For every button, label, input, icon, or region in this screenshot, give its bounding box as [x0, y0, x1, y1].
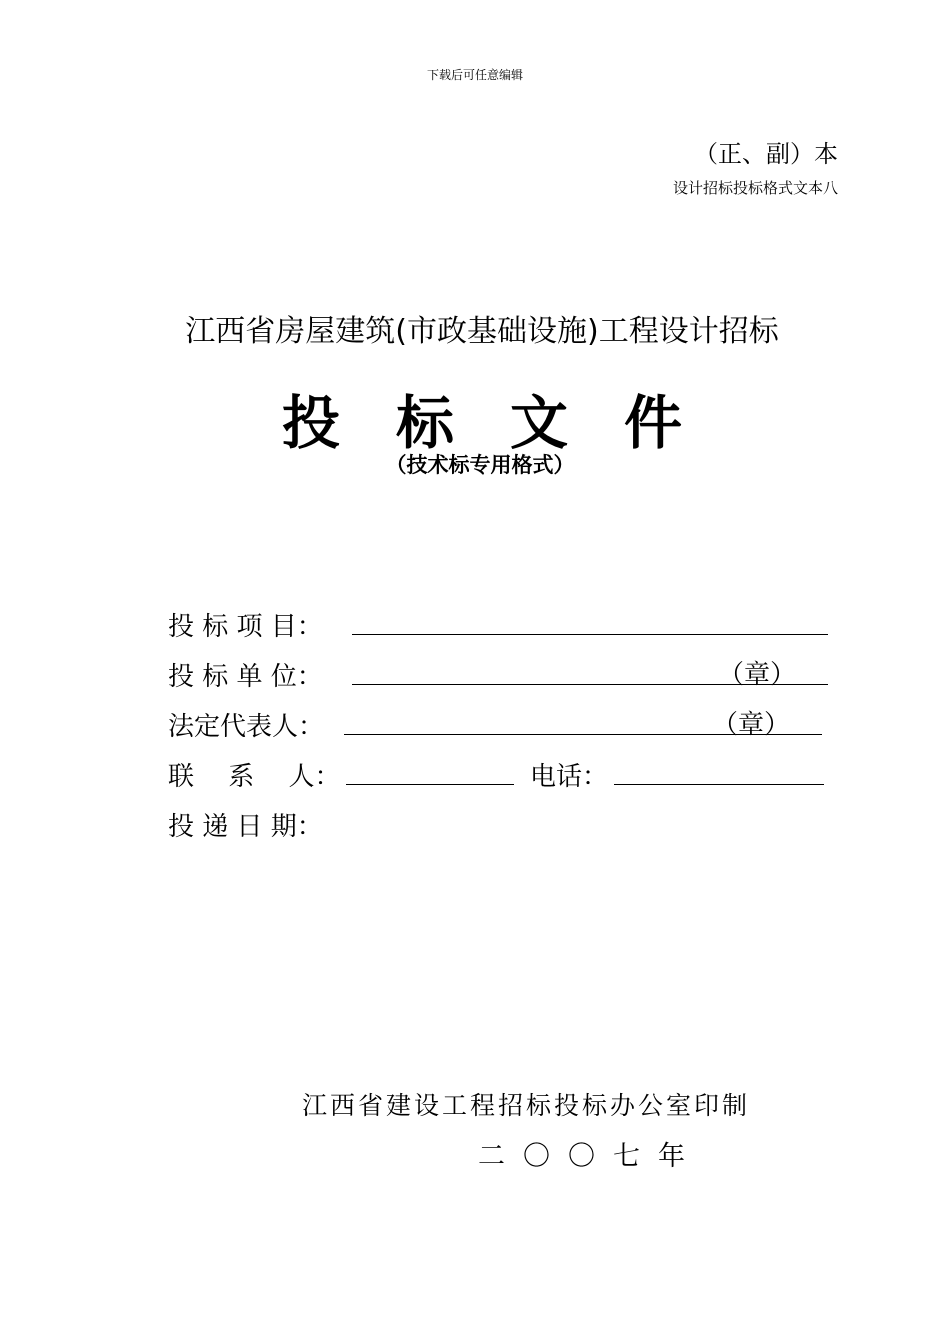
document-title: 投标文件	[282, 389, 739, 457]
format-code-label: 设计招标投标格式文本八	[672, 179, 838, 197]
legal-rep-label: 法定代表人：	[168, 712, 325, 742]
unit-label: 投 标 单 位：	[168, 662, 323, 692]
publisher-label: 江西省建设工程招标投标办公室印制	[302, 1091, 751, 1120]
date-label: 投 递 日 期：	[168, 812, 323, 842]
header-note: 下载后可任意编辑	[426, 68, 523, 82]
document-subtitle: （技术标专用格式）	[385, 453, 575, 477]
project-label: 投 标 项 目：	[168, 612, 323, 642]
unit-seal-label: （章）	[718, 660, 797, 690]
contact-field[interactable]	[346, 784, 514, 785]
project-field[interactable]	[352, 634, 828, 635]
project-title: 江西省房屋建筑(市政基础设施)工程设计招标	[185, 314, 779, 349]
copy-type-label: （正、副）本	[694, 140, 838, 168]
year-label: 二〇〇七年	[478, 1141, 703, 1172]
contact-label: 联 系 人：	[168, 762, 341, 792]
legal-rep-seal-label: （章）	[712, 710, 791, 740]
phone-label: 电话：	[530, 762, 609, 792]
phone-field[interactable]	[614, 784, 824, 785]
